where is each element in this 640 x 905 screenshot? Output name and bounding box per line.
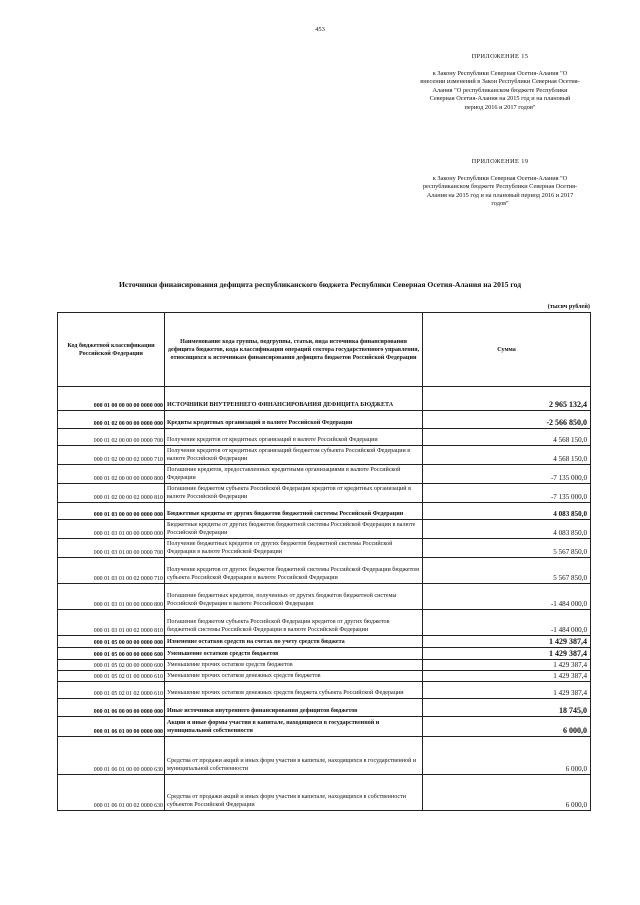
header-code: Код бюджетной классификации Российской Федерации	[58, 313, 165, 387]
row-code: 000 01 06 01 00 00 0000 630	[58, 737, 165, 775]
row-code: 000 01 02 00 00 02 0000 710	[58, 446, 165, 465]
row-name: Получение кредитов от других бюджетов бюджетной системы Российской Федерации бюджетом субъекта Российской Федерации в валюте Российской Федерации	[165, 558, 423, 584]
row-code: 000 01 05 02 01 00 0000 610	[58, 671, 165, 682]
row-sum: -1 484 000,0	[423, 610, 591, 636]
row-code: 000 01 02 00 00 00 0000 000	[58, 411, 165, 429]
table-row	[58, 610, 591, 636]
row-name: Бюджетные кредиты от других бюджетов бюджетной системы Российской Федерации	[165, 503, 423, 520]
page-number: 453	[315, 26, 325, 33]
row-name: Изменение остатков средств на счетах по учету средств бюджета	[165, 636, 423, 648]
annex-15	[420, 53, 580, 113]
table-row	[58, 411, 591, 429]
row-name: Уменьшение прочих остатков средств бюджетов	[165, 660, 423, 671]
table-row	[58, 539, 591, 558]
row-sum: 1 429 387,4	[423, 636, 591, 648]
table-row	[58, 584, 591, 610]
table-row	[58, 737, 591, 775]
table-row	[58, 446, 591, 465]
row-sum: 4 568 150,0	[423, 429, 591, 446]
row-code: 000 01 03 00 00 00 0000 000	[58, 503, 165, 520]
table-row	[58, 717, 591, 737]
table-row	[58, 682, 591, 699]
row-code: 000 01 02 00 00 00 0000 800	[58, 465, 165, 484]
row-name: Средства от продажи акций и иных форм участия в капитале, находящихся в государственной и муниципальной собственности	[165, 737, 423, 775]
row-code: 000 01 02 00 00 00 0000 700	[58, 429, 165, 446]
row-name: Погашение бюджетных кредитов, полученных от других бюджетов бюджетной системы Российской Федерации в валюте Российской Федерации	[165, 584, 423, 610]
row-name: Погашение бюджетом субъекта Российской Федерации кредитов от других бюджетов бюджетной системы Российской Федерации в валюте Российской Федерации	[165, 610, 423, 636]
row-name: Акции и иные формы участия в капитале, находящиеся в государственной и муниципальной собственности	[165, 717, 423, 737]
header-sum: Сумма	[423, 313, 591, 387]
row-code: 000 01 03 01 00 00 0000 800	[58, 584, 165, 610]
row-code: 000 01 05 00 00 00 0000 600	[58, 648, 165, 660]
table-row	[58, 484, 591, 503]
row-sum: 5 567 850,0	[423, 539, 591, 558]
row-name: ИСТОЧНИКИ ВНУТРЕННЕГО ФИНАНСИРОВАНИЯ ДЕФИЦИТА БЮДЖЕТА	[165, 387, 423, 411]
row-name: Уменьшение прочих остатков денежных средств бюджета субъекта Российской Федерации	[165, 682, 423, 699]
table-header-row	[58, 313, 591, 387]
financing-sources-table	[57, 312, 591, 811]
row-sum: 6 000,0	[423, 775, 591, 811]
annex-19-title: ПРИЛОЖЕНИЕ 19	[471, 158, 529, 165]
header-name: Наименование кода группы, подгруппы, статьи, вида источника финансирования дефицита бюджетов, кода классификации операций сектора государственного управления, относящихся к источникам финансирования дефицита бюджетов Российской Федерации	[165, 313, 423, 387]
row-sum: 6 000,0	[423, 737, 591, 775]
row-name: Кредиты кредитных организаций в валюте Российской Федерации	[165, 411, 423, 429]
row-name: Погашение кредитов, предоставленных кредитными организациями в валюте Российской Федерации	[165, 465, 423, 484]
table-row	[58, 558, 591, 584]
row-sum: 5 567 850,0	[423, 558, 591, 584]
row-name: Получение бюджетных кредитов от других бюджетов бюджетной системы Российской Федерации в валюте Российской Федерации	[165, 539, 423, 558]
row-sum: 4 083 850,0	[423, 520, 591, 539]
table-row	[58, 520, 591, 539]
table-row	[58, 636, 591, 648]
table-row	[58, 387, 591, 411]
annex-19-text: к Закону Республики Северная Осетия-Алания "О республиканском бюджете Республики Северная Осетия-Алания на 2015 год и на плановый период 2016 и 2017 годов"	[422, 174, 578, 208]
table-row	[58, 503, 591, 520]
table-row	[58, 648, 591, 660]
row-sum: 4 083 850,0	[423, 503, 591, 520]
annex-15-text: к Закону Республики Северная Осетия-Алания "О внесении изменений в Закон Республики Северная Осетия-Алания "О республиканском бюджете Республики Северная Осетия-Алания на 2015 год и на плановый период 2016 и 2017 годов"	[420, 69, 580, 111]
row-sum: 6 000,0	[423, 717, 591, 737]
row-code: 000 01 02 00 00 02 0000 810	[58, 484, 165, 503]
table-row	[58, 660, 591, 671]
table-row	[58, 671, 591, 682]
row-code: 000 01 06 00 00 00 0000 000	[58, 699, 165, 717]
row-sum: 1 429 387,4	[423, 671, 591, 682]
table-row	[58, 429, 591, 446]
row-code: 000 01 00 00 00 00 0000 000	[58, 387, 165, 411]
annex-15-title: ПРИЛОЖЕНИЕ 15	[471, 53, 529, 60]
row-code: 000 01 06 01 00 02 0000 630	[58, 775, 165, 811]
table-row	[58, 699, 591, 717]
row-code: 000 01 05 02 01 02 0000 610	[58, 682, 165, 699]
row-sum: 1 429 387,4	[423, 648, 591, 660]
table-row	[58, 465, 591, 484]
row-sum: 18 745,0	[423, 699, 591, 717]
row-sum: -1 484 000,0	[423, 584, 591, 610]
row-sum: 1 429 387,4	[423, 660, 591, 671]
table-row	[58, 775, 591, 811]
row-name: Уменьшение остатков средств бюджетов	[165, 648, 423, 660]
row-sum: 1 429 387,4	[423, 682, 591, 699]
row-sum: 4 568 150,0	[423, 446, 591, 465]
row-sum: -7 135 000,0	[423, 465, 591, 484]
units-label: (тысяч рублей)	[547, 303, 590, 310]
row-name: Погашение бюджетом субъекта Российской Федерации кредитов от кредитных организаций в валюте Российской Федерации	[165, 484, 423, 503]
row-name: Иные источники внутреннего финансирования дефицитов бюджетов	[165, 699, 423, 717]
document-title: Источники финансирования дефицита республиканского бюджета Республики Северная Осетия-Алания на 2015 год	[118, 280, 522, 289]
row-name: Получение кредитов от кредитных организаций бюджетом субъекта Российской Федерации в валюте Российской Федерации	[165, 446, 423, 465]
row-code: 000 01 05 02 00 00 0000 600	[58, 660, 165, 671]
row-name: Средства от продажи акций и иных форм участия в капитале, находящихся в собственности субъектов Российской Федерации	[165, 775, 423, 811]
row-code: 000 01 03 01 00 00 0000 700	[58, 539, 165, 558]
row-sum: 2 965 132,4	[423, 387, 591, 411]
row-code: 000 01 03 01 00 02 0000 810	[58, 610, 165, 636]
row-code: 000 01 03 01 00 02 0000 710	[58, 558, 165, 584]
row-sum: -7 135 000,0	[423, 484, 591, 503]
row-code: 000 01 05 00 00 00 0000 000	[58, 636, 165, 648]
row-name: Уменьшение прочих остатков денежных средств бюджетов	[165, 671, 423, 682]
row-code: 000 01 03 01 00 00 0000 000	[58, 520, 165, 539]
annex-19	[420, 158, 580, 209]
row-code: 000 01 06 01 00 00 0000 000	[58, 717, 165, 737]
row-sum: -2 566 850,0	[423, 411, 591, 429]
row-name: Бюджетные кредиты от других бюджетов бюджетной системы Российской Федерации в валюте Российской Федерации	[165, 520, 423, 539]
row-name: Получение кредитов от кредитных организаций в валюте Российской Федерации	[165, 429, 423, 446]
